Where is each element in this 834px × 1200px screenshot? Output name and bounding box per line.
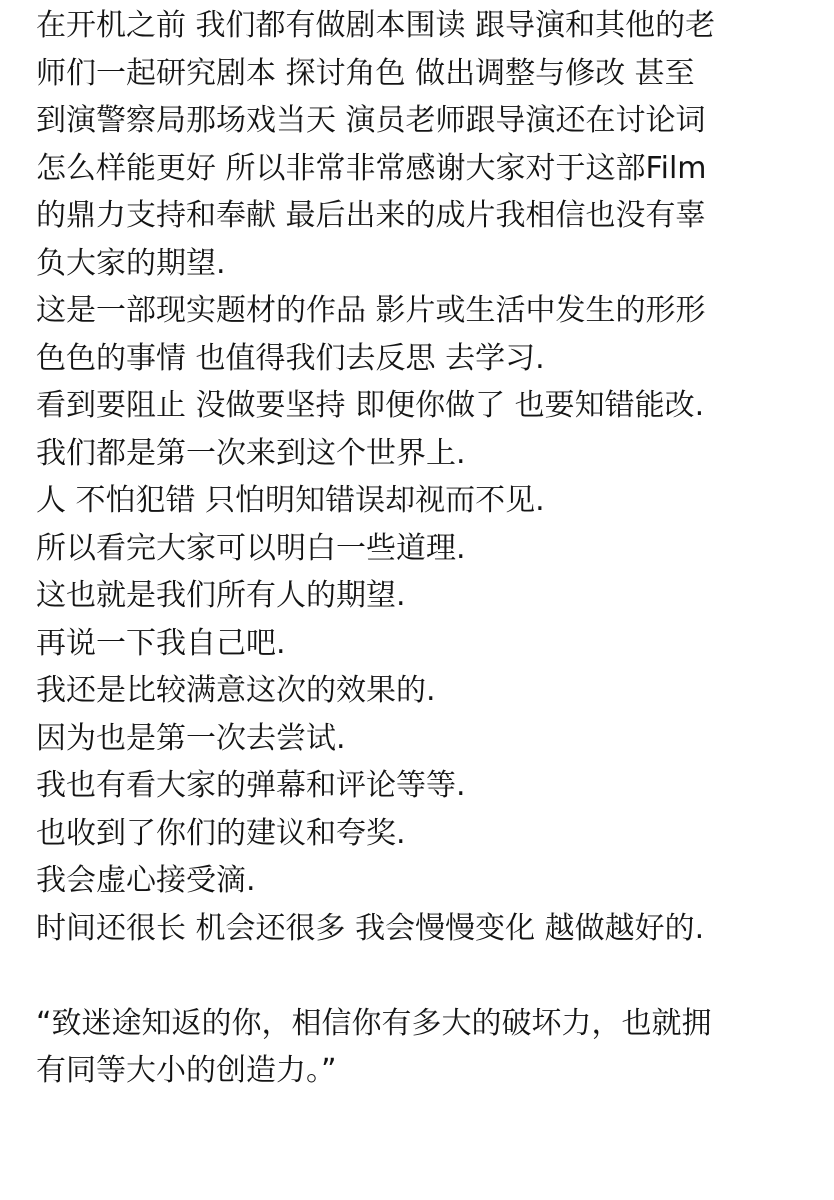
text-line-8: 色色的事情 也值得我们去反思 去学习. — [36, 340, 545, 376]
text-line-10: 我们都是第一次来到这个世界上. — [36, 435, 466, 471]
text-line-2: 师们一起研究剧本 探讨角色 做出调整与修改 甚至 — [36, 55, 695, 91]
text-line-20: 时间还很长 机会还很多 我会慢慢变化 越做越好的. — [36, 910, 705, 946]
article-body — [36, 2, 816, 1095]
quote-line-1: “致迷途知返的你，相信你有多大的破坏力，也就拥 — [36, 1005, 712, 1041]
text-line-1: 在开机之前 我们都有做剧本围读 跟导演和其他的老 — [36, 8, 716, 43]
text-line-5: 的鼎力支持和奉献 最后出来的成片我相信也没有辜 — [36, 198, 706, 233]
text-line-17: 我也有看大家的弹幕和评论等等. — [36, 768, 466, 803]
text-line-11: 人 不怕犯错 只怕明知错误却视而不见. — [36, 483, 545, 518]
text-line-6: 负大家的期望. — [36, 245, 226, 281]
text-line-15: 我还是比较满意这次的效果的. — [36, 673, 436, 708]
quote-line-2: 有同等大小的创造力。” — [36, 1053, 337, 1088]
text-line-16: 因为也是第一次去尝试. — [36, 720, 346, 756]
text-line-3: 到演警察局那场戏当天 演员老师跟导演还在讨论词 — [36, 103, 706, 138]
text-line-18: 也收到了你们的建议和夸奖. — [36, 815, 406, 851]
text-line-9: 看到要阻止 没做要坚持 即便你做了 也要知错能改. — [36, 388, 705, 423]
paragraph-spacer — [36, 952, 816, 1000]
text-line-12: 所以看完大家可以明白一些道理. — [36, 530, 466, 566]
text-line-7: 这是一部现实题材的作品 影片或生活中发生的形形 — [36, 293, 706, 328]
text-line-4: 怎么样能更好 所以非常非常感谢大家对于这部Film — [36, 150, 707, 186]
text-line-19: 我会虚心接受滴. — [36, 863, 256, 898]
text-line-14: 再说一下我自己吧. — [36, 625, 286, 661]
text-line-13: 这也就是我们所有人的期望. — [36, 578, 406, 613]
